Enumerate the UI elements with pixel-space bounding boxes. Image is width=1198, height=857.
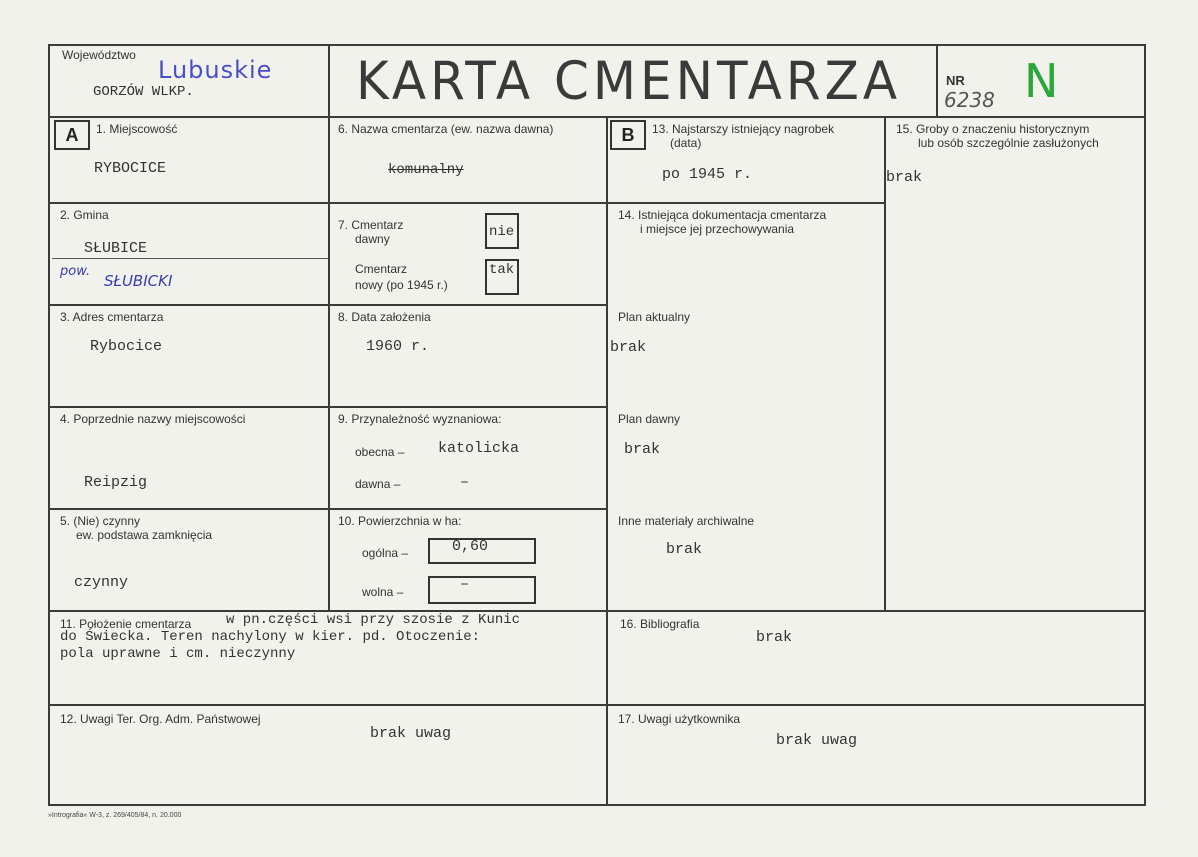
- field-5-value: czynny: [74, 574, 129, 591]
- field-16-label: 16. Bibliografia: [620, 617, 700, 631]
- field-2-pow-value: SŁUBICKI: [104, 272, 173, 290]
- nr-label: NR: [946, 73, 965, 88]
- printer-imprint: »Intrografia« W-3, z. 269/405/84, n. 20.000: [48, 812, 182, 819]
- field-14-label-1: 14. Istniejąca dokumentacja cmentarza: [618, 208, 827, 222]
- field-13-value: po 1945 r.: [662, 166, 753, 183]
- header-divider-2: [936, 44, 938, 118]
- field-10-wolna-label: wolna –: [362, 585, 404, 599]
- field-15-value: brak: [886, 169, 923, 186]
- plan-aktualny-value: brak: [610, 339, 647, 356]
- row-line-4: [48, 508, 608, 510]
- field-7-nowy-label-2: nowy (po 1945 r.): [355, 278, 448, 292]
- field-10-wolna-value: –: [460, 576, 470, 593]
- field-2-pow-prefix: pow.: [60, 264, 91, 279]
- plan-aktualny-label: Plan aktualny: [618, 310, 691, 324]
- row-line-b1: [606, 202, 884, 204]
- field-7-label-1: 7. Cmentarz: [338, 218, 404, 232]
- header-divider-1: [328, 44, 330, 118]
- field-17-value: brak uwag: [776, 732, 858, 749]
- field-13-label-1: 13. Najstarszy istniejący nagrobek: [652, 122, 835, 136]
- field-10-ogolna-label: ogólna –: [362, 546, 409, 560]
- field-7-label-2: dawny: [355, 232, 390, 246]
- section-a-letter: A: [54, 120, 90, 150]
- field-11-label: 11. Położenie cmentarza: [60, 617, 192, 631]
- field-11-line-2: do Świecka. Teren nachylony w kier. pd. Otoczenie:: [60, 629, 481, 645]
- field-1-value: RYBOCICE: [94, 160, 167, 177]
- header-bottom-line: [48, 116, 1146, 118]
- col-divider-a: [328, 116, 330, 610]
- field-3-label: 3. Adres cmentarza: [60, 310, 164, 324]
- field-1-label: 1. Miejscowość: [96, 122, 178, 136]
- col-divider-b: [884, 116, 886, 610]
- col-divider-main: [606, 116, 608, 806]
- plan-dawny-value: brak: [624, 441, 661, 458]
- row-line-6: [48, 704, 1146, 706]
- row-line-1: [48, 202, 608, 204]
- field-7-dawny-value: nie: [489, 224, 515, 240]
- section-b-letter: B: [610, 120, 646, 150]
- field-10-label: 10. Powierzchnia w ha:: [338, 514, 462, 528]
- field-10-ogolna-value: 0,60: [452, 538, 489, 555]
- field-15-label-2: lub osób szczególnie zasłużonych: [918, 136, 1099, 150]
- field-9-obecna-label: obecna –: [355, 445, 405, 459]
- nr-handwritten: 6238: [944, 88, 995, 112]
- nr-letter: N: [1024, 54, 1059, 108]
- wojewodztwo-stamp: Lubuskie: [158, 56, 273, 84]
- row-line-3: [48, 406, 608, 408]
- field-2-value: SŁUBICE: [84, 240, 148, 257]
- field-9-dawna-label: dawna –: [355, 477, 401, 491]
- field-5-label-1: 5. (Nie) czynny: [60, 514, 141, 528]
- inne-materialy-value: brak: [666, 541, 703, 558]
- field-11-line-3: pola uprawne i cm. nieczynny: [60, 646, 296, 662]
- field-12-label: 12. Uwagi Ter. Org. Adm. Państwowej: [60, 712, 261, 726]
- field-9-label: 9. Przynależność wyznaniowa:: [338, 412, 502, 426]
- field-4-label: 4. Poprzednie nazwy miejscowości: [60, 412, 246, 426]
- field-4-value: Reipzig: [84, 474, 148, 491]
- field-8-label: 8. Data założenia: [338, 310, 431, 324]
- field-15-label-1: 15. Groby o znaczeniu historycznym: [896, 122, 1090, 136]
- card-title: KARTA CMENTARZA: [356, 50, 902, 112]
- field-5-label-2: ew. podstawa zamknięcia: [76, 528, 213, 542]
- field-10-wolna-box[interactable]: [428, 576, 536, 604]
- wojewodztwo-typed: GORZÓW WLKP.: [93, 84, 194, 100]
- row-line-2: [48, 304, 608, 306]
- field-12-value: brak uwag: [370, 725, 452, 742]
- row-line-5: [48, 610, 1146, 612]
- field-13-label-2: (data): [670, 136, 702, 150]
- field-3-value: Rybocice: [90, 338, 163, 355]
- field-9-dawna-value: –: [460, 474, 470, 491]
- wojewodztwo-label: Województwo: [62, 48, 136, 62]
- field-6-label: 6. Nazwa cmentarza (ew. nazwa dawna): [338, 122, 554, 136]
- gmina-underline: [52, 258, 328, 259]
- field-17-label: 17. Uwagi użytkownika: [618, 712, 741, 726]
- field-9-obecna-value: katolicka: [438, 440, 520, 457]
- field-11-line-1: w pn.części wsi przy szosie z Kunic: [226, 612, 521, 628]
- field-2-label: 2. Gmina: [60, 208, 109, 222]
- field-16-value: brak: [756, 629, 793, 646]
- field-6-value: komunalny: [388, 162, 464, 178]
- plan-dawny-label: Plan dawny: [618, 412, 681, 426]
- field-7-nowy-value: tak: [489, 262, 515, 278]
- field-7-nowy-label-1: Cmentarz: [355, 262, 408, 276]
- field-14-label-2: i miejsce jej przechowywania: [640, 222, 795, 236]
- inne-materialy-label: Inne materiały archiwalne: [618, 514, 755, 528]
- field-8-value: 1960 r.: [366, 338, 430, 355]
